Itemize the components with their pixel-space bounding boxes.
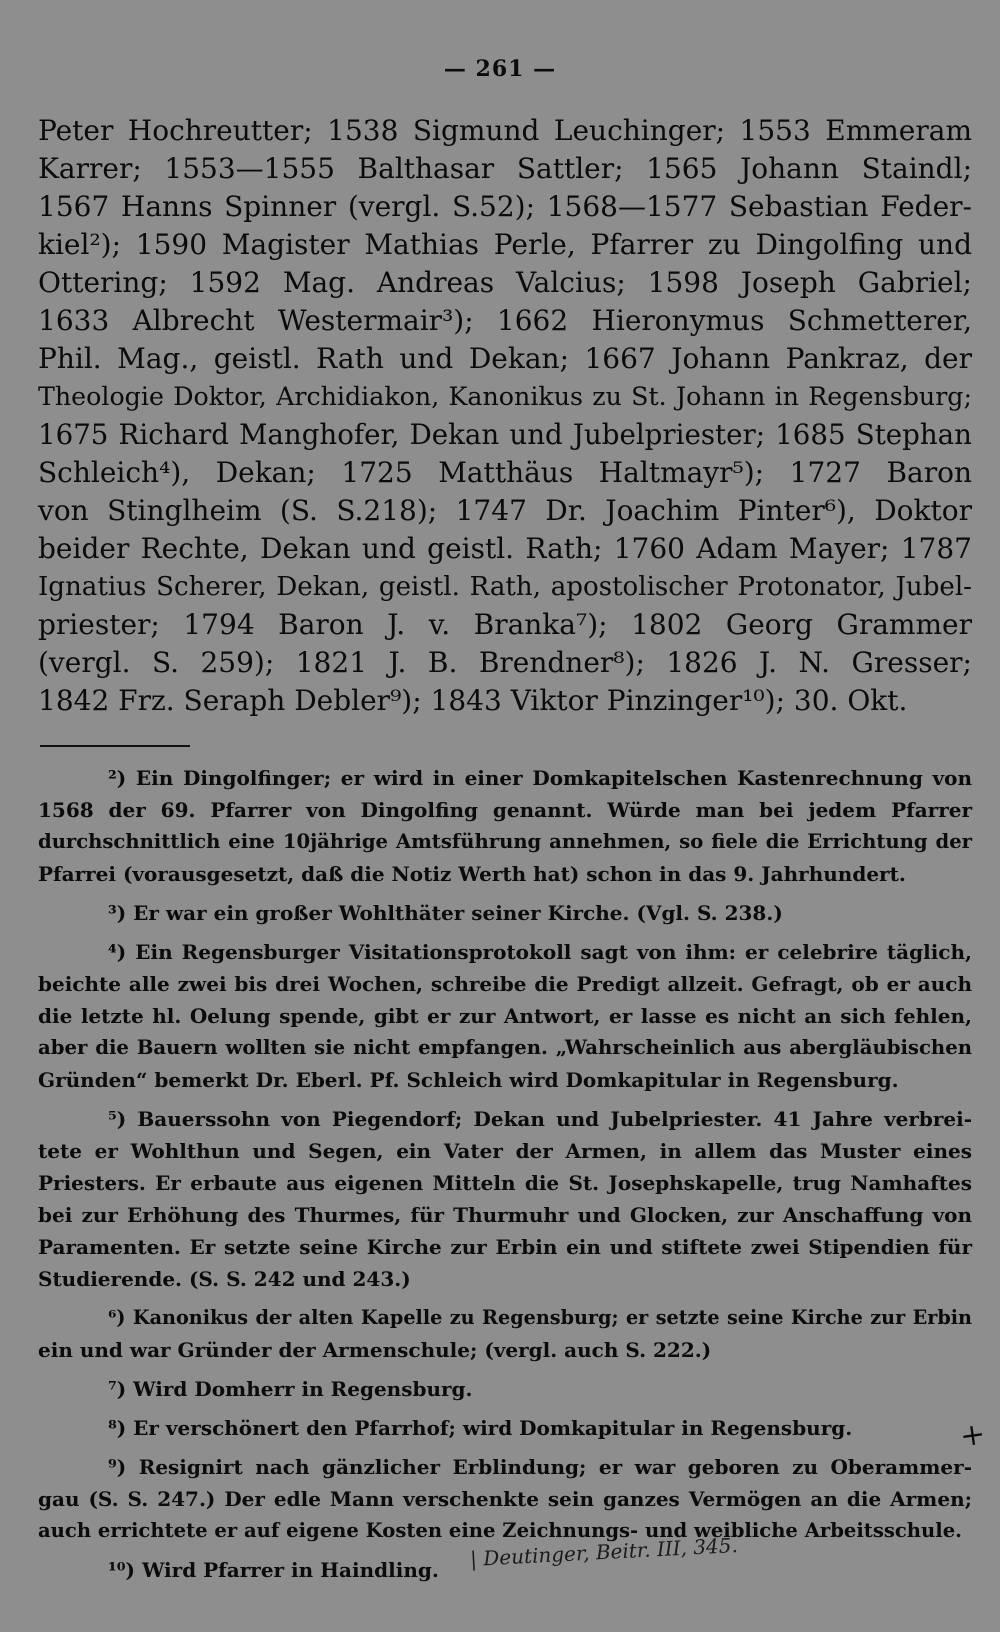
footnote-line: ⁵) Bauerssohn von Piegendorf; Dekan und Jubelpriester. 41 Jahre verbrei- xyxy=(108,1107,972,1131)
footnote-line: gau (S. S. 247.) Der edle Mann verschenkte sein ganzes Vermögen an die Armen; xyxy=(38,1487,972,1511)
footnote-line: ⁹) Resignirt nach gänzlicher Erblindung; er war geboren zu Oberammer- xyxy=(108,1455,972,1479)
text-line: beider Rechte, Dekan und geistl. Rath; 1760 Adam Mayer; 1787 xyxy=(38,532,972,565)
footnote xyxy=(38,1373,972,1405)
footnote-line: Studierende. (S. S. 242 und 243.) xyxy=(38,1267,411,1291)
text-line: (vergl. S. 259); 1821 J. B. Brendner⁸); 1826 J. N. Gresser; xyxy=(38,646,972,679)
footnote-line: Gründen“ bemerkt Dr. Eberl. Pf. Schleich wird Domkapitular in Regensburg. xyxy=(38,1068,899,1092)
footnote xyxy=(38,897,972,929)
footnote xyxy=(38,1412,972,1444)
text-line: priester; 1794 Baron J. v. Branka⁷); 1802 Georg Grammer xyxy=(38,608,972,641)
footnote-line: auch errichtete er auf eigene Kosten eine Zeichnungs- und weibliche Arbeitsschule. xyxy=(38,1519,962,1542)
footnote-line: durchschnittlich eine 10jährige Amtsführung annehmen, so fiele die Errichtung der xyxy=(38,830,972,853)
handwritten-note: | Deutinger, Beitr. III, 345. xyxy=(469,1533,739,1571)
text-line: Ignatius Scherer, Dekan, geistl. Rath, apostolischer Protonator, Jubel- xyxy=(38,572,972,602)
footnote-line: 1568 der 69. Pfarrer von Dingolfing genannt. Würde man bei jedem Pfarrer xyxy=(38,798,972,822)
footnote-line: ein und war Gründer der Armenschule; (vergl. auch S. 222.) xyxy=(38,1338,712,1362)
main-text xyxy=(38,112,972,720)
footnote-line: tete er Wohlthun und Segen, ein Vater der Armen, in allem das Muster eines xyxy=(38,1139,972,1163)
margin-annotation: + xyxy=(957,1416,988,1455)
footnote-line: ²) Ein Dingolfinger; er wird in einer Domkapitelschen Kastenrechnung von xyxy=(108,766,972,790)
footnote xyxy=(38,1103,972,1295)
footnote-line: ¹⁰) Wird Pfarrer in Haindling. xyxy=(108,1558,439,1582)
footnote-line: bei zur Erhöhung des Thurmes, für Thurmuhr und Glocken, zur Anschaffung von xyxy=(38,1203,972,1227)
footnote-line: Pfarrei (vorausgesetzt, daß die Notiz Werth hat) schon in das 9. Jahrhundert. xyxy=(38,862,906,886)
text-line: 1842 Frz. Seraph Debler⁹); 1843 Viktor Pinzinger¹⁰); 30. Okt. xyxy=(38,684,908,717)
footnote-line: ³) Er war ein großer Wohlthäter seiner Kirche. (Vgl. S. 238.) xyxy=(108,901,783,925)
footnote-line: ⁷) Wird Domherr in Regensburg. xyxy=(108,1377,473,1401)
footnote-line: beichte alle zwei bis drei Wochen, schreibe die Predigt allzeit. Gefragt, ob er auch xyxy=(38,972,972,996)
footnote xyxy=(38,1451,972,1547)
text-line: Peter Hochreutter; 1538 Sigmund Leuchinger; 1553 Emmeram xyxy=(38,114,972,147)
footnote-line: ⁴) Ein Regensburger Visitationsprotokoll sagt von ihm: er celebrire täglich, xyxy=(108,940,972,964)
text-line: Ottering; 1592 Mag. Andreas Valcius; 1598 Joseph Gabriel; xyxy=(38,266,972,299)
footnotes xyxy=(38,762,972,1593)
page-number: — 261 — xyxy=(443,56,557,82)
text-line: 1633 Albrecht Westermair³); 1662 Hieronymus Schmetterer, xyxy=(38,304,972,337)
footnote xyxy=(38,1302,972,1366)
footnote-line: Paramenten. Er setzte seine Kirche zur Erbin ein und stiftete zwei Stipendien für xyxy=(38,1235,972,1259)
text-line: Schleich⁴), Dekan; 1725 Matthäus Haltmayr⁵); 1727 Baron xyxy=(38,456,972,489)
footnote xyxy=(38,762,972,890)
footnote-separator xyxy=(40,745,190,747)
text-line: von Stinglheim (S. S.218); 1747 Dr. Joachim Pinter⁶), Doktor xyxy=(38,494,972,527)
text-line: Karrer; 1553—1555 Balthasar Sattler; 1565 Johann Staindl; xyxy=(38,152,972,185)
footnote xyxy=(38,936,972,1096)
footnote-line: die letzte hl. Oelung spende, gibt er zur Antwort, er lasse es nicht an sich fehlen, xyxy=(38,1004,972,1028)
text-line: Phil. Mag., geistl. Rath und Dekan; 1667 Johann Pankraz, der xyxy=(38,342,972,375)
footnote-line: ⁶) Kanonikus der alten Kapelle zu Regensburg; er setzte seine Kirche zur Erbin xyxy=(108,1306,972,1329)
footnote-line: ⁸) Er verschönert den Pfarrhof; wird Domkapitular in Regensburg. xyxy=(108,1416,853,1440)
text-line: kiel²); 1590 Magister Mathias Perle, Pfarrer zu Dingolfing und xyxy=(38,228,972,261)
footnote-line: aber die Bauern wollten sie nicht empfangen. „Wahrscheinlich aus abergläubischen xyxy=(38,1036,972,1059)
text-line: 1675 Richard Manghofer, Dekan und Jubelpriester; 1685 Stephan xyxy=(38,418,972,451)
footnote-line: Priesters. Er erbaute aus eigenen Mitteln die St. Josephskapelle, trug Namhaftes xyxy=(38,1171,972,1195)
text-line: Theologie Doktor, Archidiakon, Kanonikus zu St. Johann in Regensburg; xyxy=(38,382,972,411)
text-line: 1567 Hanns Spinner (vergl. S.52); 1568—1577 Sebastian Feder- xyxy=(38,190,972,223)
